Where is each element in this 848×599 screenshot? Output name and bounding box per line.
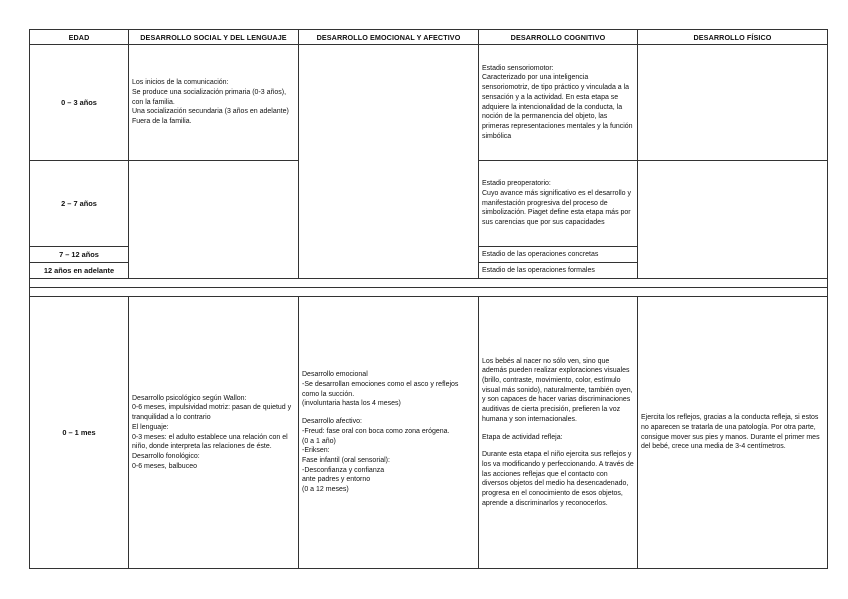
- age-0-3-years: 0 – 3 años: [30, 45, 129, 161]
- cognitive-etapa-refleja-title: Etapa de actividad refleja:: [482, 433, 563, 441]
- header-physical: DESARROLLO FÍSICO: [638, 30, 828, 45]
- separator-cell: [30, 279, 828, 288]
- social-0-3-years: Los inicios de la comunicación: Se produce una socialización primaria (0-3 años), con la familia. Una socialización secundaria (3 años en adelante) Fuera de la familia.: [129, 45, 299, 161]
- development-table: [29, 29, 828, 569]
- physical-2-12-years: [638, 161, 828, 279]
- cognitive-operaciones-formales: Estadio de las operaciones formales: [479, 263, 638, 279]
- header-emotional: DESARROLLO EMOCIONAL Y AFECTIVO: [299, 30, 479, 45]
- header-row: [30, 30, 828, 45]
- emotional-desarrollo-afectivo: Desarrollo afectivo: -Freud: fase oral con boca como zona erógena. (0 a 1 año) -Eriksen: Fase infantil (oral sensorial): -Desconfianza y confianza ante padres y entorno (0 a 12 meses): [302, 418, 450, 494]
- header-age: EDAD: [30, 30, 129, 45]
- emotional-0-1-month: [299, 297, 479, 569]
- cognitive-sensoriomotor: Estadio sensoriomotor: Caracterizado por una inteligencia sensoriomotriz, de tipo práctico y vinculada a la sensación y a la actividad. En esta etapa se adquiere la intencionalidad de la conducta, la noción de la permanencia del objeto, las primeras representaciones mentales y la función simbólica: [479, 45, 638, 161]
- cognitive-etapa-refleja-text: Durante esta etapa el niño ejercita sus reflejos y los va modificando y perfeccionando. A través de las acciones reflejas que el contacto con diversos objetos del medio ha desencadenado, progresa en el conocimiento de esos objetos, aprende a discriminarlos y reconocerlos.: [482, 451, 634, 507]
- spacer-row: [30, 288, 828, 297]
- header-cognitive: DESARROLLO COGNITIVO: [479, 30, 638, 45]
- physical-0-3-years: [638, 45, 828, 161]
- cognitive-operaciones-concretas: Estadio de las operaciones concretas: [479, 247, 638, 263]
- age-2-7-years: 2 – 7 años: [30, 161, 129, 247]
- row-0-1-month: [30, 297, 828, 569]
- social-0-1-month: Desarrollo psicológico según Wallon: 0-6 meses, impulsividad motriz: pasan de quietud y tranquilidad a lo contrario El lenguaje: 0-3 meses: el adulto establece una relación con el niño, donde interpreta las relaciones de éste. Desarrollo fonológico: 0-6 meses, balbuceo: [129, 297, 299, 569]
- age-7-12-years: 7 – 12 años: [30, 247, 129, 263]
- physical-0-1-month: Ejercita los reflejos, gracias a la conducta refleja, si estos no aparecen se tratarla de una patología. Por otra parte, consigue mover sus pies y manos. Durante el primer mes del bebé, crece una media de 3-4 centímetros.: [638, 297, 828, 569]
- spacer-cell: [30, 288, 828, 297]
- separator-row: [30, 279, 828, 288]
- emotional-0-12-years: [299, 45, 479, 279]
- row-0-3-years: [30, 45, 828, 161]
- cognitive-0-1-month: [479, 297, 638, 569]
- emotional-desarrollo-emocional: Desarrollo emocional -Se desarrollan emociones como el asco y reflejos como la succión. (involuntaria hasta los 4 meses): [302, 371, 459, 408]
- cognitive-exploraciones: Los bebés al nacer no sólo ven, sino que además pueden realizar exploraciones visuales (brillo, contraste, movimiento, color, estímulo visual más sonido), naturalmente, también oyen, y son capaces de hacer varias discriminaciones auditivas de cierta precisión, prefieren la voz humana y son internacionales.: [482, 357, 633, 423]
- social-2-12-years: [129, 161, 299, 279]
- cognitive-preoperatorio: Estadio preoperatorio: Cuyo avance más significativo es el desarrollo y manifestación progresiva del proceso de simbolización. Piaget define esta etapa más por sus carencias que por sus capacidades: [479, 161, 638, 247]
- age-12-years-plus: 12 años en adelante: [30, 263, 129, 279]
- header-social: DESARROLLO SOCIAL Y DEL LENGUAJE: [129, 30, 299, 45]
- age-0-1-month: 0 – 1 mes: [30, 297, 129, 569]
